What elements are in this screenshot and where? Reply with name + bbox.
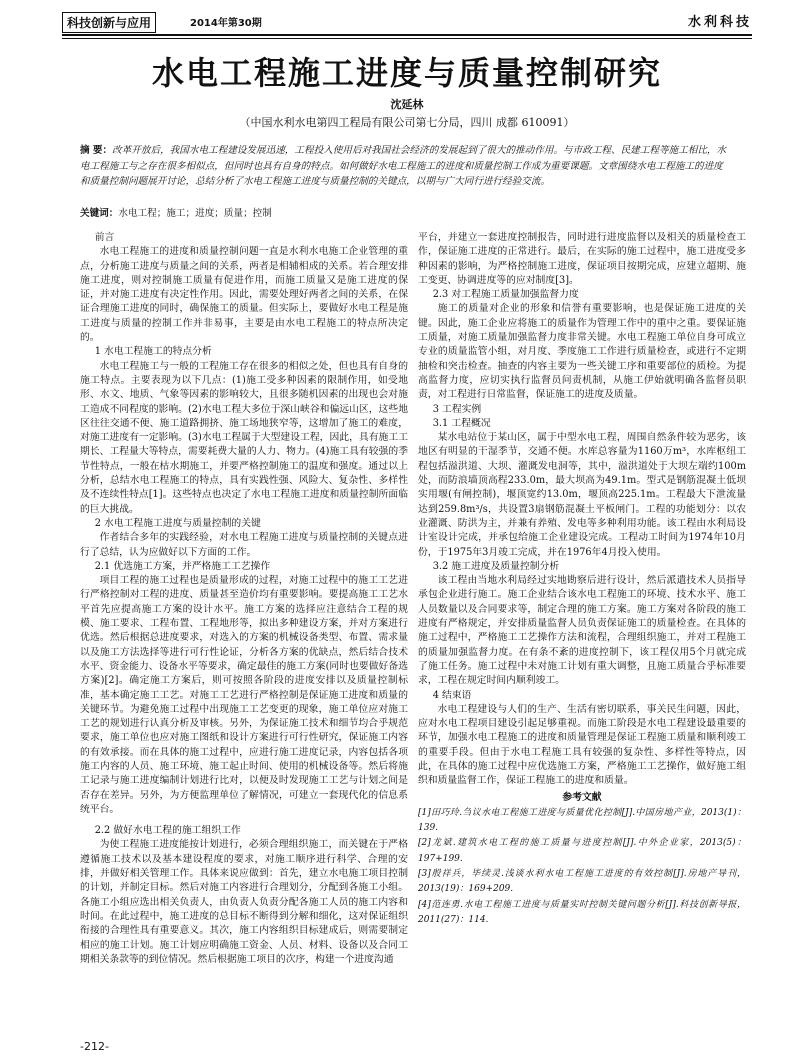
section-heading: 2 水电工程施工进度与质量控制的关键 [94, 517, 261, 529]
keywords-text: 水电工程；施工；进度；质量；控制 [118, 208, 272, 219]
keywords [80, 206, 730, 221]
paragraph: 施工的质量对企业的形象和信誉有重要影响，也是保证施工进度的关键。因此，施工企业应将施工的质量作为管理工作中的重中之重。要保证施工质量，对施工质量加强监督力度非常关键。水电工程施工单位自身可成立专业的质量监管小组，对月度、季度施工工作进行质量检查，或进行不定期抽检和突击检查。抽查的内容主要为一些关键工序和重要部位的质检。为提高监督力度，应切实执行监督员问责机制，从施工伊始就明确各监督员职责，对工程进行日常监督，保证施工的进度及质量。 [418, 303, 746, 401]
section-label: 水利科技 [687, 15, 752, 30]
header-rule-thin [62, 38, 752, 39]
paragraph: 水电工程施工与一般的工程施工存在很多的相似之处，但也具有自身的施工特点。主要表现为以下几点：(1)施工受多种因素的限制作用，如受地形、水文、地质、气象等因素的影响较大，且很多随机因素的出现也会对施工造成不同程度的影响。(2)水电工程大多位于深山峡谷和偏远山区，这些地区往往交通不便、施工道路拥挤、施工场地狭窄等，这增加了施工的难度，对施工进度有一定影响。(3)水电工程属于大型建设工程，因此，具有施工工期长、工程量大等特点，需要耗费大量的人力、物力。(4)施工具有较强的季节性特点，一般在枯水期施工，并要严格控制施工的温度和强度。通过以上分析，总结水电工程施工的特点，具有实践性强、风险大、复杂性、多样性及不连续性特点[1]。这些特点也决定了水电工程施工进度和质量控制所面临的巨大挑战。 [80, 360, 408, 515]
abstract-text: 改革开放后，我国水电工程建设发展迅速，工程投入使用后对我国社会经济的发展起到了很大的推动作用。与市政工程、民建工程等施工相比，水电工程施工与之存在很多相似点，但同时也具有自身的特点。如何做好水电工程施工的进度和质量控制工作成为重要课题。文章围绕水电工程施工的进度和质量控制问题展开讨论，总结分析了水电工程施工进度与质量控制的关键点，以期与广大同行进行经验交流。 [80, 145, 727, 187]
subsection-heading: 2.2 做好水电工程的施工组织工作 [94, 825, 241, 837]
paragraph: 项目工程的施工过程也是质量形成的过程，对施工过程中的施工工艺进行严格控制对工程的进度、质量甚至造价均有重要影响。要提高施工工艺水平首先应提高施工方案的设计水平。施工方案的选择应注意结合工程的规模、施工要求、工程布置、工程地形等，拟出多种建设方案，并对方案进行优选。然后根据总进度要求，对选入的方案的机械设备类型、布置、需求量以及施工方法选择等进行可行性论证，分析各方案的优缺点，然后结合技术水平、资金能力、设备水平等要求，确定最佳的施工方案(同时也要做好备选方案)[2]。确定施工方案后，则可按照各阶段的进度安排以及质量控制标准，基本确定施工工艺。对施工工艺进行严格控制是保证施工进度和质量的关键环节。为避免施工过程中出现施工工艺变更的现象，施工单位应对施工工艺的规划进行认真分析及审核。另外，为保证施工技术和细节均合乎规范要求，施工单位也应对施工图纸和设计方案进行可行性研究，保证施工内容的有效承接。而在具体的施工过程中，应进行施工进度记录，内容包括各项施工内容的人员、施工环境、施工起止时间、使用的机械设备等。然后将施工记录与施工进度编制计划进行比对，以便及时发现施工工艺与计划之间是否存在差异。另外，为方便监理单位了解情况，可建立一套现代化的信息系统平台。 [80, 575, 408, 815]
issue-label: 2014年第30期 [190, 18, 262, 29]
reference-item: [1]田巧玲.刍议水电工程施工进度与质量优化控制[J].中国房地产业，2013(1)：139. [418, 807, 746, 834]
abstract [80, 143, 730, 190]
header-rule [62, 34, 752, 36]
section-heading: 3 工程实例 [432, 403, 482, 415]
reference-item: [4]范连勇.水电工程施工进度与质量实时控制关键问题分析[J].科技创新导报，2011(27)：114. [418, 899, 746, 925]
keywords-label: 关键词： [80, 208, 119, 219]
author: 沈延林 [390, 98, 424, 111]
section-heading: 1 水电工程施工的特点分析 [94, 346, 212, 358]
page-number: -212- [80, 1040, 109, 1053]
subsection-heading: 3.2 施工进度及质量控制分析 [432, 560, 560, 572]
reference-item: [2]龙斌.建筑水电工程的施工质量与进度控制[J].中外企业家，2013(5)：197+199. [418, 838, 746, 864]
section-heading: 前言 [94, 232, 115, 243]
paragraph: 水电工程施工的进度和质量控制问题一直是水利水电施工企业管理的重点，分析施工进度与质量之间的关系，两者是相辅相成的关系。若合理安排施工进度，则对控制施工质量有促进作用，而施工质量又是施工进度的保证，并对施工进度有决定性作用。因此，需要处理好两者之间的关系，在保证合理施工进度的同时，确保施工的质量。但实际上，要做好水电工程是施工进度与质量的控制工作并非易事，主要是由水电工程施工的特点所决定的。 [80, 246, 408, 344]
paragraph: 某水电站位于某山区，属于中型水电工程，周围自然条件较为恶劣，该地区有明显的干湿季节，交通不便。水库总容量为1160万m³，水库枢纽工程包括溢洪道、大坝、灌溉发电洞等，其中，溢洪道处于大坝左端约100m处，而防浪墙顶高程233.0m，最大坝高为49.1m。型式是钢筋混凝土低坝实用堰(有闸控制)，堰顶宽约13.0m，堰顶高225.1m。工程最大下泄流量达到259.8m³/s，共设置3扇钢筋混凝土平板闸门。工程的功能划分：以农业灌溉、防洪为主，并兼有养殖、发电等多种利用功能。该工程由水利局设计室设计完成，并承包给施工企业建设完成。工程动工时间为1974年10月份，于1975年3月竣工完成，并在1976年4月投入使用。 [418, 432, 746, 558]
journal-name: 科技创新与应用 [62, 12, 156, 33]
right-column [418, 231, 746, 928]
section-heading: 4 结束语 [432, 689, 472, 701]
reference-item: [3]殷祥兵，毕续灵.浅谈水利水电工程施工进度的有效控制[J].房地产导刊，2013(19)：169+209. [418, 869, 746, 895]
references-title: 参考文献 [562, 791, 602, 803]
subsection-heading: 3.1 工程概况 [432, 417, 491, 429]
left-column [80, 231, 408, 967]
subsection-heading: 2.1 优选施工方案，并严格施工工艺操作 [94, 560, 271, 572]
paragraph: 作者结合多年的实践经验，对水电工程施工进度与质量控制的关键点进行了总结，认为应做好以下方面的工作。 [80, 532, 408, 558]
subsection-heading: 2.3 对工程施工质量加强监督力度 [432, 289, 579, 301]
paper-title: 水电工程施工进度与质量控制研究 [151, 54, 662, 92]
paragraph: 该工程由当地水利局经过实地勘察后进行设计，然后派遣技术人员指导承包企业进行施工。施工企业结合该水电工程施工的环境、技术水平、施工人员数量以及合同要求等，制定合理的施工方案。施工方案对各阶段的施工进度有严格规定，并安排质量监督人员负责保证施工的质量检查。在具体的施工过程中，严格施工工艺操作方法和流程，合理组织施工，并对工程施工的质量加强监督力度。在有条不紊的进度控制下，该工程仅用5个月就完成了施工任务。施工过程中未对施工计划有重大调整，且施工质量合乎标准要求，工程在规定时间内顺利竣工。 [418, 575, 746, 687]
paragraph: 平台，并建立一套进度控制报告，同时进行进度监督以及相关的质量检查工作，保证施工进度的正常进行。最后，在实际的施工过程中，施工进度受多种因素的影响，为严格控制施工进度，保证项目按期完成，应建立超期、施工变更、协调进度等的应对制度[3]。 [418, 232, 746, 286]
paragraph: 为使工程施工进度能按计划进行，必须合理组织施工，而关键在于严格遵循施工技术以及基本建设程度的要求，对施工顺序进行科学、合理的安排，并做好相关管理工作。具体来说应做到：首先，建立水电施工项目控制的计划，并制定目标。然后对施工内容进行合理划分，分配到各施工小组。各施工小组应选出相关负责人，由负责人负责分配各施工人员的施工内容和时间。在此过程中，施工进度的总目标不断得到分解和细化，这对保证组织衔接的合理性具有重要意义。其次，施工内容组织目标建成后，则需要制定相应的施工计划。施工计划应明确施工资金、人员、材料、设备以及合同工期相关条款等的到位情况。然后根据施工项目的次序，构建一个进度沟通 [80, 839, 408, 965]
affiliation: （中国水利水电第四工程局有限公司第七分局，四川 成都 610091） [239, 116, 575, 129]
running-header [62, 8, 752, 34]
abstract-label: 摘 要： [80, 145, 113, 156]
paragraph: 水电工程建设与人们的生产、生活有密切联系，事关民生问题，因此，应对水电工程项目建设引起足够重视。而施工阶段是水电工程建设最重要的环节，加强水电工程施工的进度和质量管理是保证工程施工质量和顺利竣工的重要手段。但由于水电工程施工具有较强的复杂性、多样性等特点，因此，在具体的施工过程中应优选施工方案，严格施工工艺操作，做好施工组织和质量监督工作，保证工程施工的进度和质量。 [418, 703, 746, 787]
